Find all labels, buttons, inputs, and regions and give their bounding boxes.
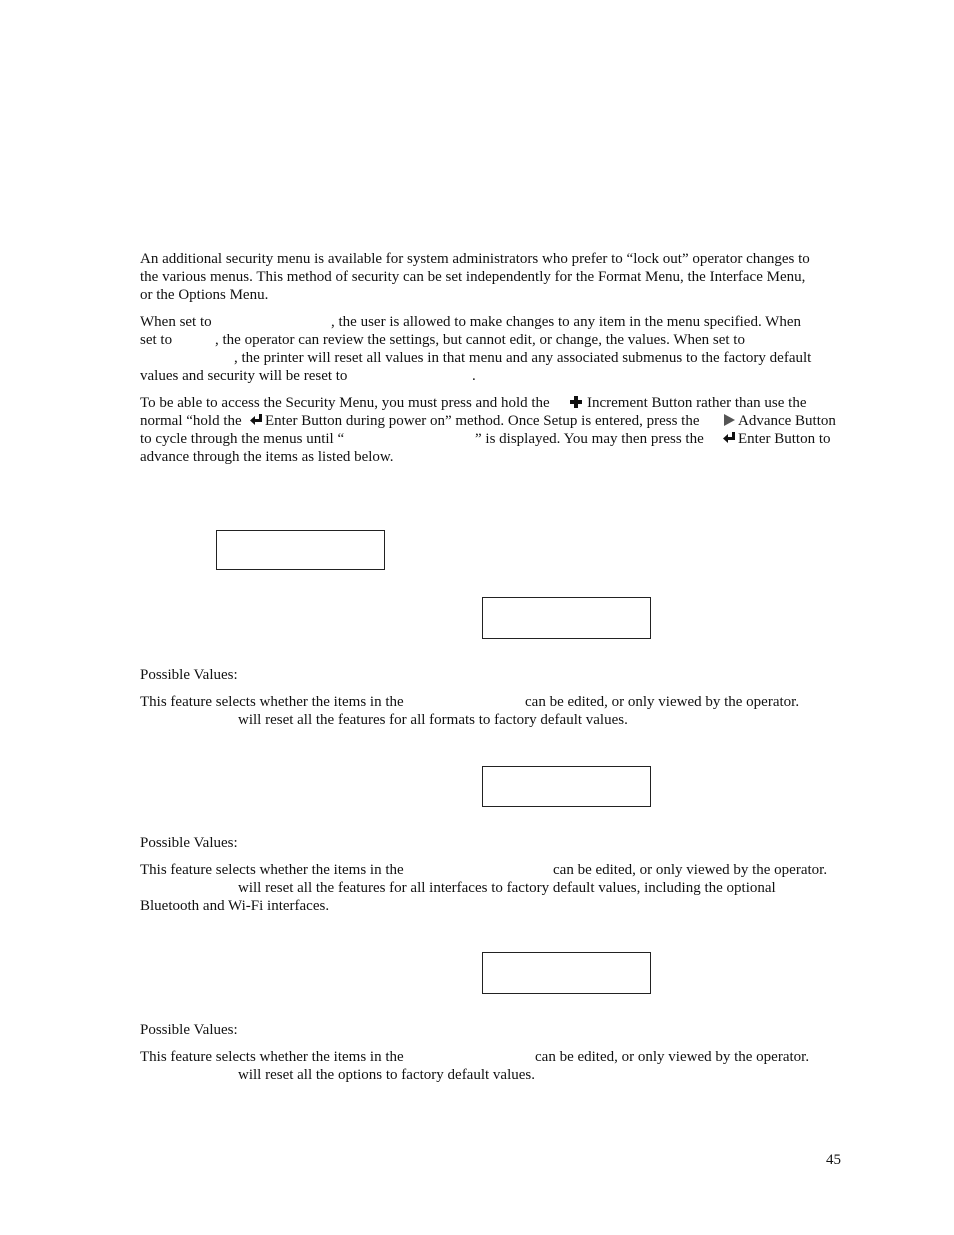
intro-line-3: or the Options Menu. xyxy=(140,287,269,303)
intro-line-1: An additional security menu is available for system administrators who prefer to “lock out” operator changes to xyxy=(140,251,810,267)
interface-reset-note: will reset all the features for all interfaces to factory default values, including the optional xyxy=(238,880,776,896)
format-security-display-box xyxy=(482,597,651,639)
security-menu-display-box xyxy=(216,530,385,570)
options-desc-end: can be edited, or only viewed by the operator. xyxy=(535,1049,810,1065)
options-reset-note: will reset all the options to factory default values. xyxy=(238,1067,535,1083)
interface-desc-start: This feature selects whether the items in the xyxy=(140,862,404,878)
interface-reset-note-cont: Bluetooth and Wi-Fi interfaces. xyxy=(140,898,330,914)
p3-line4: advance through the items as listed below. xyxy=(140,449,394,465)
p2-line1-end: , the user is allowed to make changes to any item in the menu specified. When xyxy=(331,314,802,330)
options-possible-values-label: Possible Values: xyxy=(140,1022,238,1038)
p3-line1-start: To be able to access the Security Menu, you must press and hold the xyxy=(140,395,550,411)
p2-line1-start: When set to xyxy=(140,314,212,330)
p3-line2-start: normal “hold the xyxy=(140,413,242,429)
intro-line-2: the various menus. This method of security can be set independently for the Format Menu, the Interface Menu, xyxy=(140,269,806,285)
p2-line2-start: set to xyxy=(140,332,173,348)
p3-line1-end: Increment Button rather than use the xyxy=(587,395,807,411)
options-desc-start: This feature selects whether the items in the xyxy=(140,1049,404,1065)
p3-line2-mid: Enter Button during power on” method. Once Setup is entered, press the xyxy=(265,413,700,429)
p3-line3-end: Enter Button to xyxy=(738,431,831,447)
p3-line3-mid: ” is displayed. You may then press the xyxy=(475,431,704,447)
p2-line4-end: . xyxy=(472,368,476,384)
page-number: 45 xyxy=(826,1152,841,1168)
interface-security-display-box xyxy=(482,766,651,807)
enter-arrow-icon xyxy=(722,430,736,448)
format-desc-end: can be edited, or only viewed by the operator. xyxy=(525,694,800,710)
format-reset-note: will reset all the features for all formats to factory default values. xyxy=(238,712,628,728)
format-desc-start: This feature selects whether the items in the xyxy=(140,694,404,710)
advance-triangle-icon xyxy=(723,412,736,430)
p2-line3: , the printer will reset all values in that menu and any associated submenus to the factory default xyxy=(234,350,812,366)
interface-possible-values-label: Possible Values: xyxy=(140,835,238,851)
format-possible-values-label: Possible Values: xyxy=(140,667,238,683)
enter-arrow-icon xyxy=(249,412,263,430)
plus-icon xyxy=(569,394,583,412)
p3-line2-end: Advance Button xyxy=(738,413,836,429)
p2-line2-end: , the operator can review the settings, but cannot edit, or change, the values. When set to xyxy=(215,332,745,348)
p2-line4-start: values and security will be reset to xyxy=(140,368,348,384)
p3-line3-start: to cycle through the menus until “ xyxy=(140,431,345,447)
options-security-display-box xyxy=(482,952,651,994)
interface-desc-end: can be edited, or only viewed by the operator. xyxy=(553,862,828,878)
